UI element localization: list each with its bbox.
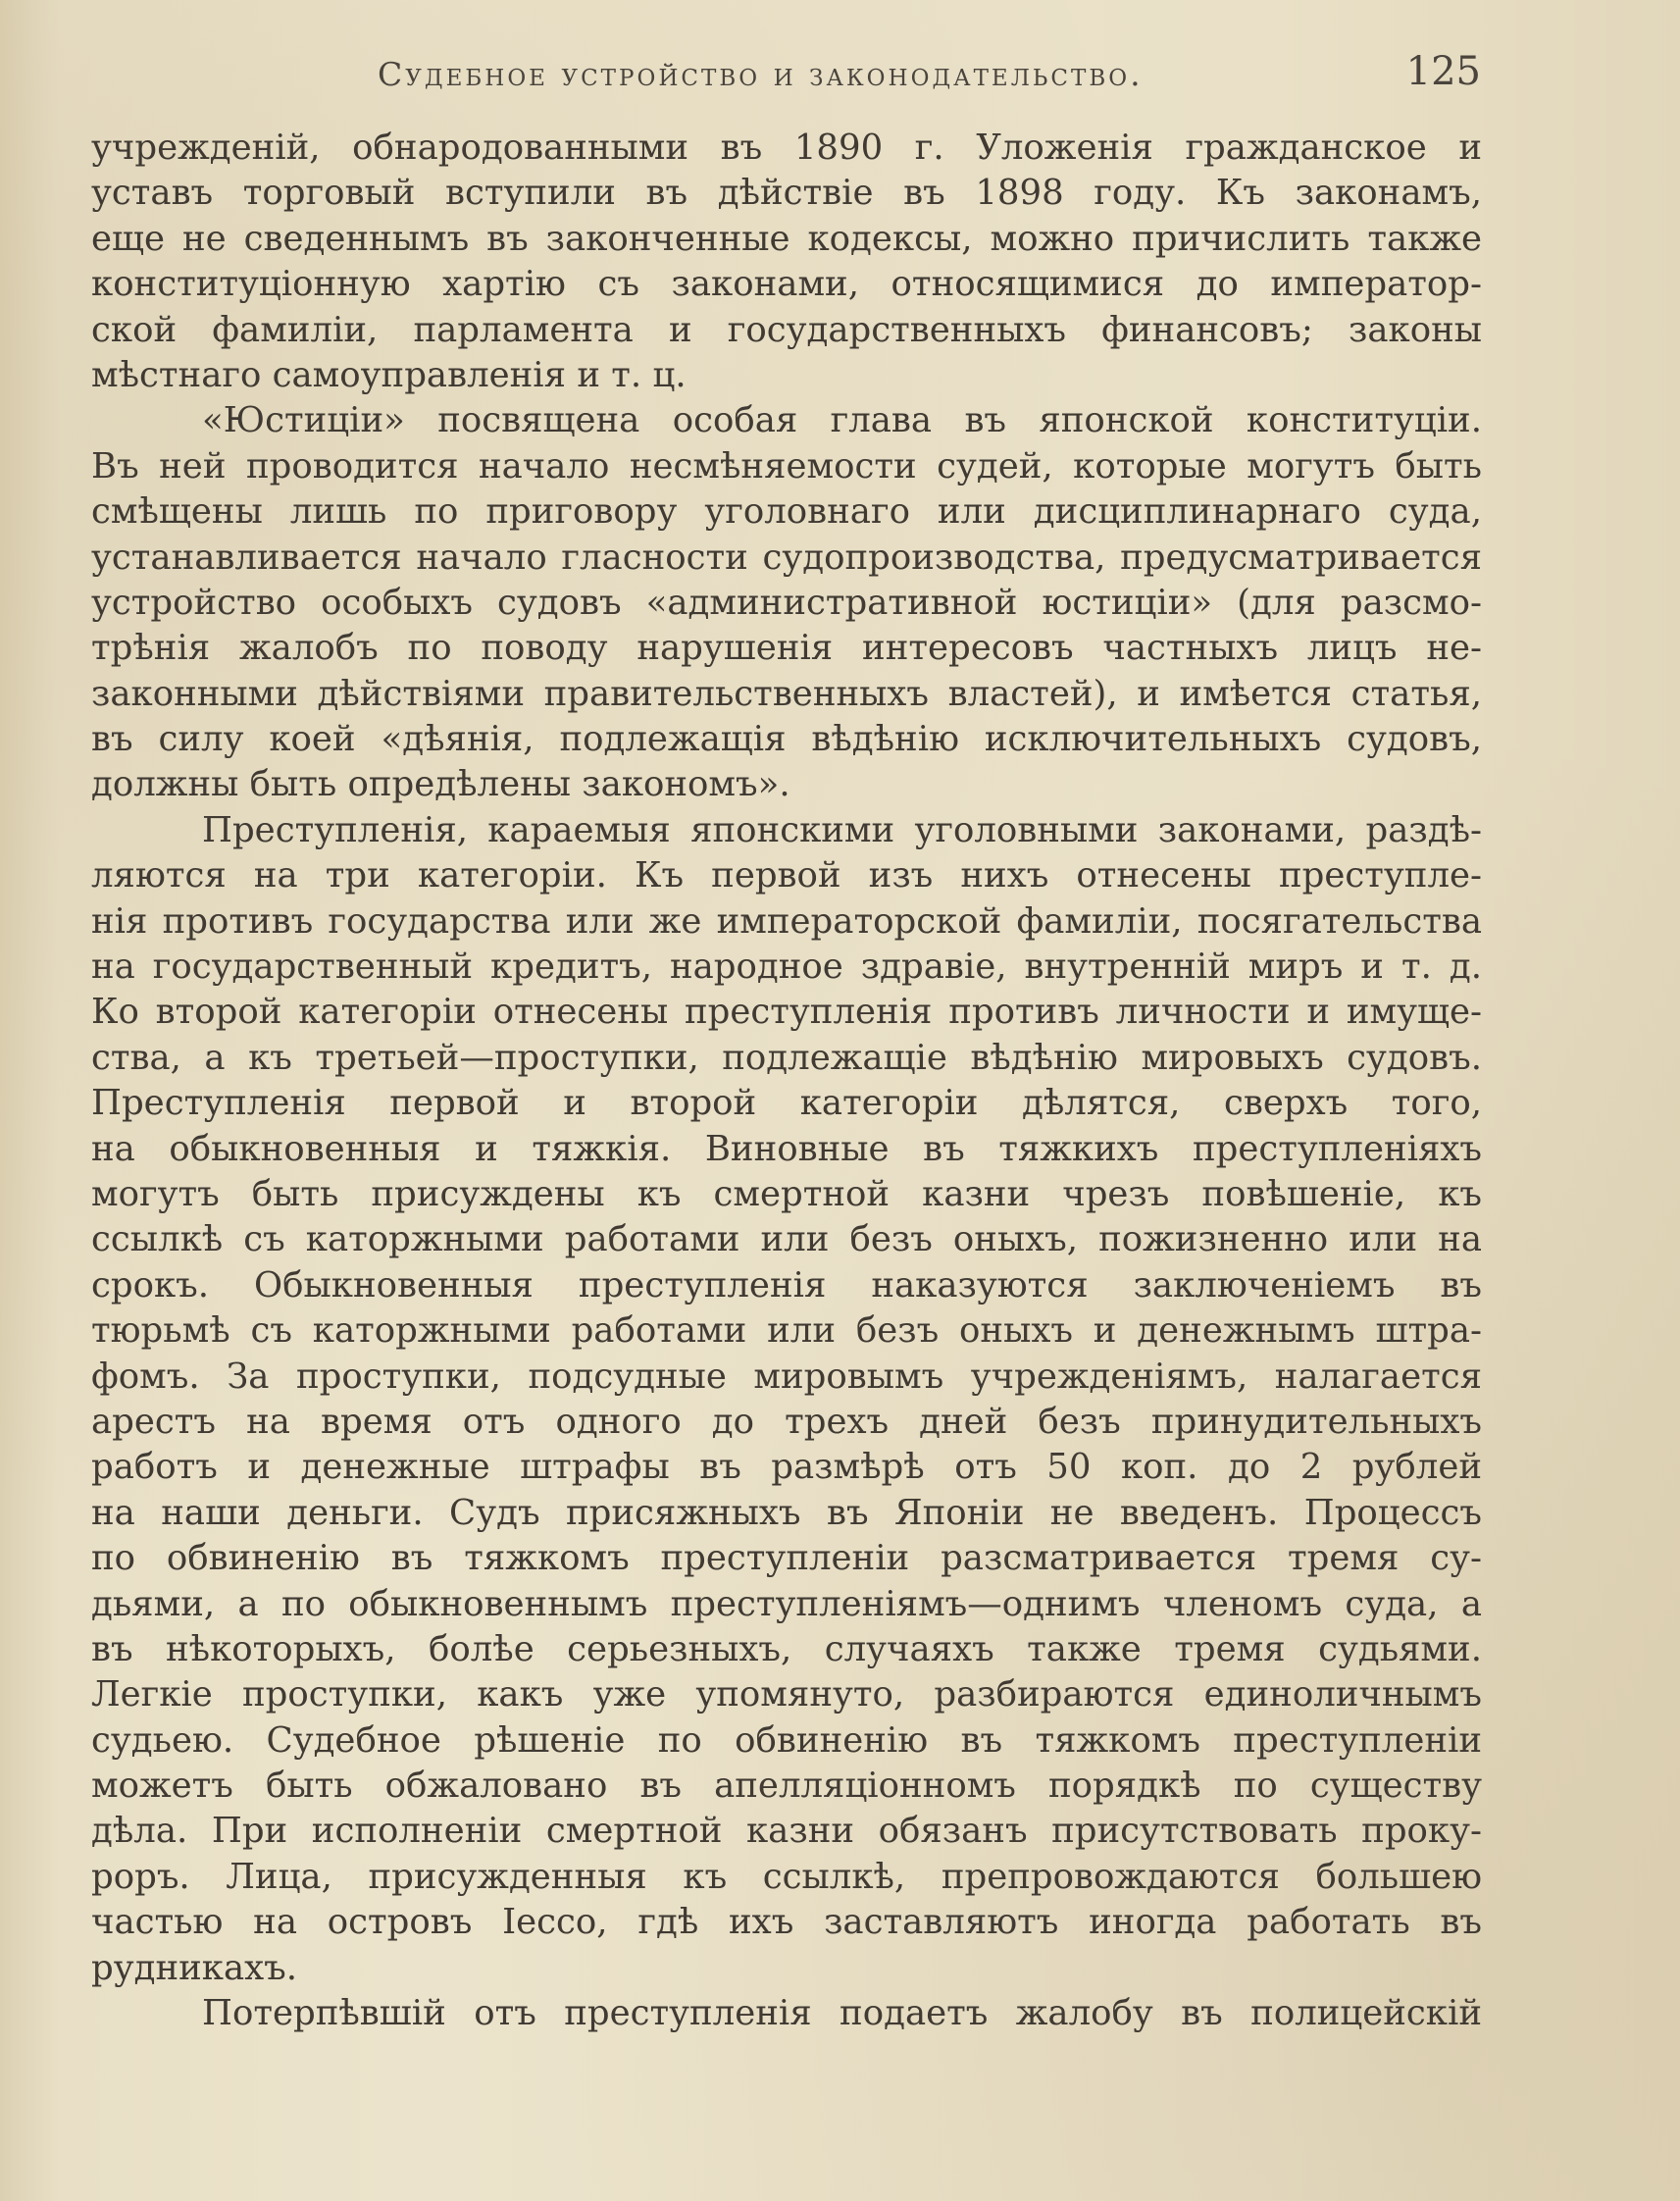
text-line: въ силу коей «дѣянія, подлежащія вѣдѣнію исключительныхъ судовъ, <box>91 719 1482 760</box>
paragraph-4 <box>91 1991 1482 2036</box>
text-line: еще не сведеннымъ въ законченные кодексы, можно причислить также <box>91 218 1482 259</box>
text-line: учрежденій, обнародованными въ 1890 г. Уложенія гражданское и <box>91 128 1482 168</box>
text-line: на наши деньги. Судъ присяжныхъ въ Японіи не введенъ. Процессъ <box>91 1492 1482 1533</box>
text-line: по обвиненію въ тяжкомъ преступленіи разсматривается тремя су- <box>91 1538 1482 1579</box>
text-line: рудникахъ. <box>91 1947 298 1988</box>
text-line: трѣнія жалобъ по поводу нарушенія интересовъ частныхъ лицъ не- <box>91 628 1482 669</box>
text-line: ляются на три категоріи. Къ первой изъ нихъ отнесены преступле- <box>91 855 1482 896</box>
text-line: судьею. Судебное рѣшеніе по обвиненію въ тяжкомъ преступленіи <box>91 1719 1482 1761</box>
text-line: въ нѣкоторыхъ, болѣе серьезныхъ, случаяхъ также тремя судьями. <box>91 1628 1482 1669</box>
text-line: фомъ. За проступки, подсудные мировымъ учрежденіямъ, налагается <box>91 1356 1482 1397</box>
text-line: можетъ быть обжаловано въ апелляціонномъ порядкѣ по существу <box>91 1766 1482 1807</box>
paragraph-3 <box>91 808 1482 1991</box>
text-line: ссылкѣ съ каторжными работами или безъ оныхъ, пожизненно или на <box>91 1219 1482 1260</box>
text-line: Ко второй категоріи отнесены преступленія противъ личности и имуще- <box>91 992 1482 1033</box>
text-line: Легкіе проступки, какъ уже упомянуто, разбираются единоличнымъ <box>91 1674 1482 1715</box>
running-head: Судебное устройство и законодательство. <box>378 55 1144 93</box>
text-line: дьями, а по обыкновеннымъ преступленіямъ—однимъ членомъ суда, а <box>91 1583 1482 1624</box>
text-line: работъ и денежные штрафы въ размѣрѣ отъ 50 коп. до 2 рублей <box>91 1447 1482 1488</box>
text-line: Преступленія первой и второй категоріи дѣлятся, сверхъ того, <box>91 1083 1482 1124</box>
text-line: частью на островъ Іессо, гдѣ ихъ заставляютъ иногда работать въ <box>91 1902 1482 1943</box>
text-line: арестъ на время отъ одного до трехъ дней безъ принудительныхъ <box>91 1401 1482 1442</box>
page-number: 125 <box>1405 49 1481 94</box>
text-line: дѣла. При исполненіи смертной казни обязанъ присутствовать проку- <box>91 1811 1482 1852</box>
page-header <box>378 49 1481 108</box>
text-line: роръ. Лица, присужденныя къ ссылкѣ, препровождаются большею <box>91 1856 1482 1897</box>
text-line: законными дѣйствіями правительственныхъ властей), и имѣется статья, <box>91 673 1482 714</box>
text-line: нія противъ государства или же императорской фамиліи, посягательства <box>91 900 1482 942</box>
text-line: Преступленія, караемыя японскими уголовными законами, раздѣ- <box>202 809 1482 850</box>
text-line: ской фамиліи, парламента и государственныхъ финансовъ; законы <box>91 309 1482 350</box>
text-line: устройство особыхъ судовъ «административной юстиціи» (для разсмо- <box>91 582 1482 623</box>
text-line: смѣщены лишь по приговору уголовнаго или дисциплинарнаго суда, <box>91 491 1482 533</box>
text-line: Потерпѣвшій отъ преступленія подаетъ жалобу въ полицейскій <box>202 1993 1482 2034</box>
paragraph-2 <box>91 398 1482 808</box>
text-line: тюрьмѣ съ каторжными работами или безъ оныхъ и денежнымъ штра- <box>91 1310 1482 1352</box>
text-line: ства, а къ третьей—проступки, подлежащіе вѣдѣнію мировыхъ судовъ. <box>91 1037 1482 1078</box>
text-line: «Юстиціи» посвящена особая глава въ японской конституціи. <box>202 400 1482 441</box>
text-line: конституціонную хартію съ законами, относящимися до император- <box>91 264 1482 305</box>
text-line: должны быть опредѣлены закономъ». <box>91 764 790 805</box>
text-line: уставъ торговый вступили въ дѣйствіе въ 1898 году. Къ законамъ, <box>91 173 1482 214</box>
text-line: Въ ней проводится начало несмѣняемости судей, которые могутъ быть <box>91 445 1482 486</box>
body-text <box>91 126 1482 2036</box>
text-line: могутъ быть присуждены къ смертной казни чрезъ повѣшеніе, къ <box>91 1173 1482 1214</box>
paragraph-1 <box>91 126 1482 398</box>
text-line: на обыкновенныя и тяжкія. Виновные въ тяжкихъ преступленіяхъ <box>91 1128 1482 1169</box>
text-line: устанавливается начало гласности судопроизводства, предусматривается <box>91 537 1482 578</box>
text-line: срокъ. Обыкновенныя преступленія наказуются заключеніемъ въ <box>91 1264 1482 1305</box>
text-line: мѣстнаго самоуправленія и т. ц. <box>91 354 687 395</box>
text-line: на государственный кредитъ, народное здравіе, внутренній миръ и т. д. <box>91 947 1482 988</box>
